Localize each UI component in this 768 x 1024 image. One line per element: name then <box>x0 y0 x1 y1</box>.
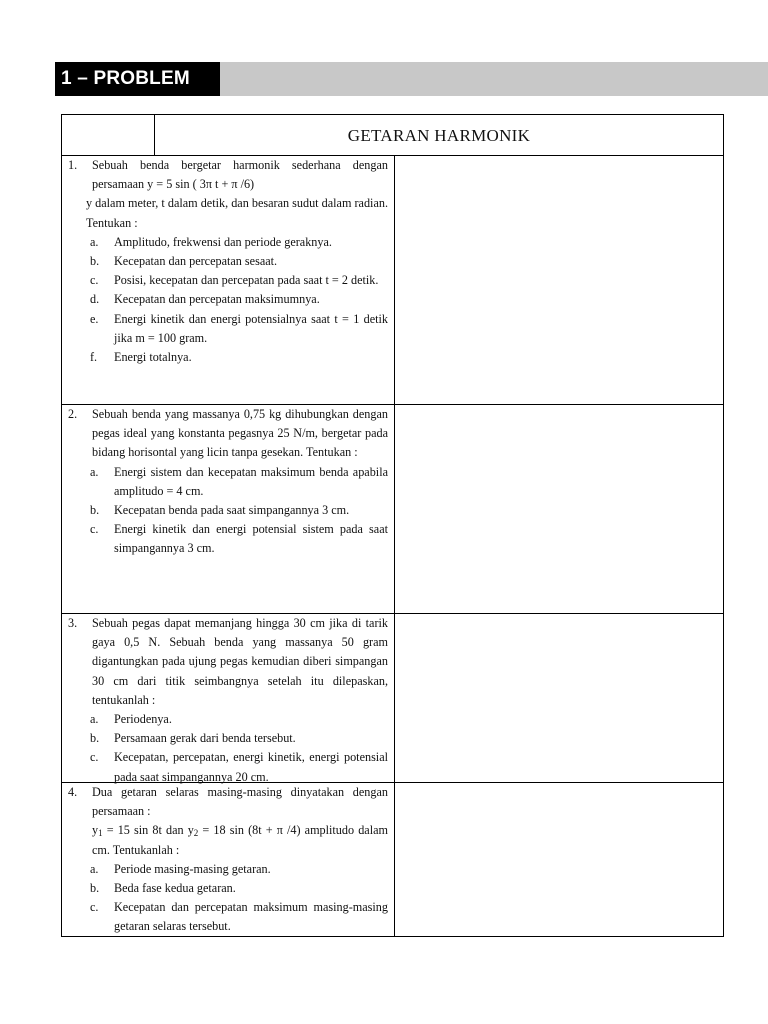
problem-stem-text-2: y dalam meter, t dalam detik, dan besaran sudut dalam radian. Tentukan : <box>86 196 388 230</box>
sub-question <box>68 710 388 729</box>
problem-stem-text: Sebuah benda yang massanya 0,75 kg dihubungkan dengan pegas ideal yang konstanta pegasnya 25 N/m, bergetar pada bidang horisontal yang licin tanpa gesekan. Tentukan : <box>92 407 388 460</box>
sub-question-letter: b. <box>90 881 100 896</box>
answer-cell <box>395 614 723 782</box>
problem-text-cell <box>62 614 395 782</box>
sub-question <box>68 748 388 786</box>
sub-question <box>68 463 388 501</box>
sub-question-letter: a. <box>90 464 99 479</box>
problem-number: 2. <box>68 407 78 421</box>
answer-cell <box>395 783 723 936</box>
problem-row-4 <box>62 783 723 936</box>
sub-question <box>68 271 388 290</box>
problem-stem-text: Sebuah benda bergetar harmonik sederhana dengan persamaan y = 5 sin ( 3π t + π /6) <box>92 158 388 192</box>
problem-equation <box>68 821 388 859</box>
problem-stem <box>68 405 388 463</box>
problem-table <box>61 114 724 937</box>
table-header-row <box>62 115 723 156</box>
sub-question <box>68 860 388 879</box>
sub-question-letter: e. <box>90 311 99 326</box>
problem-stem <box>68 783 388 821</box>
sub-question <box>68 879 388 898</box>
sub-question <box>68 729 388 748</box>
answer-cell <box>395 156 723 404</box>
sub-question-letter: b. <box>90 731 100 746</box>
sub-question-text: Posisi, kecepatan dan percepatan pada saat t = 2 detik. <box>114 273 379 288</box>
sub-question <box>68 290 388 309</box>
sub-question-letter: c. <box>90 900 99 915</box>
sub-question-text: Energi sistem dan kecepatan maksimum benda apabila amplitudo = 4 cm. <box>114 464 388 498</box>
equation-y2-subscript: 2 <box>193 828 199 839</box>
sub-question-letter: c. <box>90 522 99 537</box>
problem-stem <box>68 614 388 710</box>
sub-question-letter: a. <box>90 861 99 876</box>
problem-stem-text: Sebuah pegas dapat memanjang hingga 30 cm jika di tarik gaya 0,5 N. Sebuah benda yang massanya 50 gram digantungkan pada ujung pegas kemudian diberi simpangan 30 cm dari titik seimbangnya setelah itu dilepaskan, tentukanlah : <box>92 616 388 707</box>
sub-question-letter: a. <box>90 234 99 249</box>
sub-question <box>68 898 388 936</box>
sub-question-letter: f. <box>90 350 98 365</box>
sub-question-text: Energi kinetik dan energi potensial sistem pada saat simpangannya 3 cm. <box>114 522 388 556</box>
section-banner-label: 1 – PROBLEM SET <box>55 62 220 96</box>
sub-question-letter: c. <box>90 750 99 765</box>
problem-number: 1. <box>68 158 78 172</box>
equation-y1-subscript: 1 <box>98 828 103 839</box>
problem-row-3 <box>62 614 723 783</box>
sub-question-text: Amplitudo, frekwensi dan periode geraknya. <box>114 234 332 249</box>
sub-question-text: Kecepatan, percepatan, energi kinetik, energi potensial pada saat simpangannya 20 cm. <box>114 750 388 784</box>
problem-stem-text: Dua getaran selaras masing-masing dinyatakan dengan persamaan : <box>92 785 388 819</box>
equation-y1: y <box>92 823 99 838</box>
sub-question-letter: b. <box>90 503 100 518</box>
problem-row-1 <box>62 156 723 405</box>
sub-question-text: Kecepatan dan percepatan maksimumnya. <box>114 292 320 307</box>
sub-question-text: Beda fase kedua getaran. <box>114 881 236 896</box>
problem-text-cell <box>62 405 395 613</box>
sub-question <box>68 310 388 348</box>
sub-question-text: Periode masing-masing getaran. <box>114 861 271 876</box>
problem-text-cell <box>62 156 395 404</box>
sub-question-letter: b. <box>90 254 100 269</box>
sub-question <box>68 252 388 271</box>
sub-question-text: Persamaan gerak dari benda tersebut. <box>114 731 296 746</box>
problem-stem-continued <box>68 194 388 232</box>
problem-text-cell <box>62 783 395 936</box>
sub-question <box>68 348 388 367</box>
sub-question-text: Kecepatan benda pada saat simpangannya 3 cm. <box>114 503 350 518</box>
problem-number: 4. <box>68 785 78 799</box>
equation-end: = 18 sin (8t + π /4) amplitudo dalam cm. Tentukanlah : <box>92 823 388 857</box>
sub-question-text: Energi kinetik dan energi potensialnya saat t = 1 detik jika m = 100 gram. <box>114 311 388 345</box>
problem-number: 3. <box>68 616 78 630</box>
equation-middle: = 15 sin 8t dan y <box>102 823 194 838</box>
sub-question-text: Kecepatan dan percepatan sesaat. <box>114 254 278 269</box>
sub-question-letter: d. <box>90 292 100 307</box>
problem-stem <box>68 156 388 194</box>
answer-cell <box>395 405 723 613</box>
table-title: GETARAN HARMONIK <box>347 126 531 145</box>
sub-question-letter: a. <box>90 712 99 727</box>
sub-question <box>68 520 388 558</box>
sub-question <box>68 233 388 252</box>
table-header-empty-cell <box>62 115 155 155</box>
sub-question-text: Kecepatan dan percepatan maksimum masing-masing getaran selaras tersebut. <box>114 900 388 934</box>
problem-row-2 <box>62 405 723 614</box>
sub-question-text: Periodenya. <box>114 712 172 727</box>
sub-question-letter: c. <box>90 273 99 288</box>
sub-question <box>68 501 388 520</box>
sub-question-text: Energi totalnya. <box>114 350 192 365</box>
